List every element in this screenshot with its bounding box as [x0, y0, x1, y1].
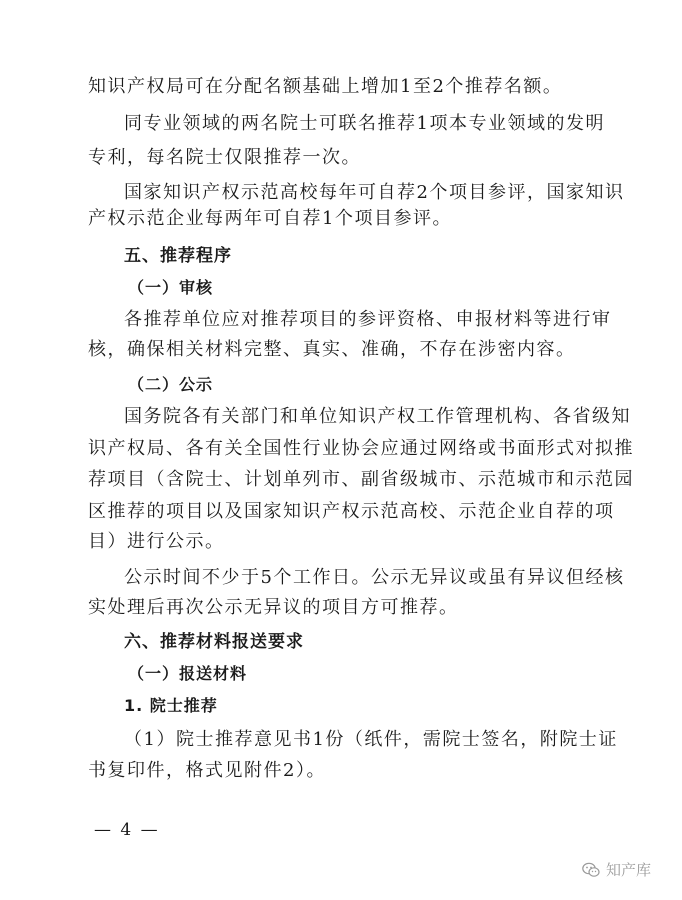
watermark: [582, 859, 651, 880]
section-heading: 五、推荐程序: [124, 246, 232, 266]
paragraph-line: 识产权局、各有关全国性行业协会应通过网络或书面形式对拟推: [88, 438, 634, 459]
paragraph-line: 书复印件，格式见附件2）。: [88, 760, 326, 781]
section-heading: 六、推荐材料报送要求: [124, 632, 304, 652]
paragraph-line: 同专业领域的两名院士可联名推荐1项本专业领域的发明: [124, 113, 605, 134]
paragraph-line: 公示时间不少于5个工作日。公示无异议或虽有异议但经核: [124, 567, 625, 588]
paragraph-line: 产权示范企业每两年可自荐1个项目参评。: [88, 208, 452, 229]
wechat-icon: [582, 862, 600, 878]
paragraph-line: 目）进行公示。: [88, 531, 225, 552]
paragraph-line: 区推荐的项目以及国家知识产权示范高校、示范企业自荐的项: [88, 501, 615, 522]
paragraph-line: 荐项目（含院士、计划单列市、副省级城市、示范城市和示范园: [88, 469, 634, 490]
watermark-text: 知产库: [606, 861, 652, 879]
subsection-heading: （二）公示: [128, 375, 214, 394]
paragraph-line: 专利，每名院士仅限推荐一次。: [88, 147, 361, 168]
subsection-heading: （一）报送材料: [128, 664, 248, 683]
paragraph-line: 国家知识产权示范高校每年可自荐2个项目参评，国家知识: [124, 182, 625, 203]
subsection-heading: （一）审核: [128, 278, 214, 297]
paragraph-line: 实处理后再次公示无异议的项目方可推荐。: [88, 597, 459, 618]
page-number: — 4 —: [94, 820, 160, 840]
item-heading: 1. 院士推荐: [124, 696, 218, 715]
paragraph-line: 核，确保相关材料完整、真实、准确，不存在涉密内容。: [88, 339, 576, 360]
paragraph-line: 知识产权局可在分配名额基础上增加1至2个推荐名额。: [88, 76, 563, 97]
paragraph-line: 国务院各有关部门和单位知识产权工作管理机构、各省级知: [124, 406, 631, 427]
paragraph-line: （1）院士推荐意见书1份（纸件，需院士签名，附院士证: [124, 729, 618, 750]
paragraph-line: 各推荐单位应对推荐项目的参评资格、申报材料等进行审: [124, 309, 612, 330]
